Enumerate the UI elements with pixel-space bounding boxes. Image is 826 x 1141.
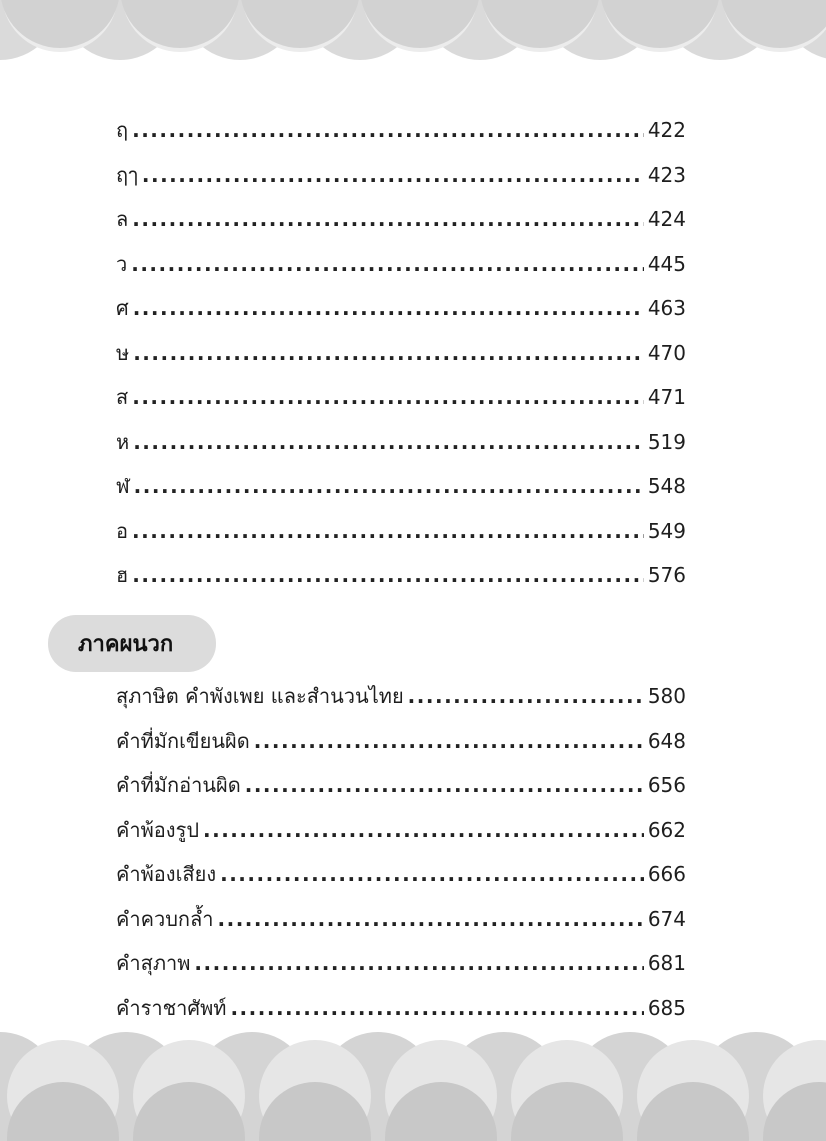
bottom-scallop-shape (0, 1026, 826, 1141)
toc-entry-page: 662 (647, 817, 686, 842)
top-scallop-shape (0, 0, 826, 92)
dot-leader (132, 205, 644, 233)
toc-entry[interactable] (116, 682, 686, 727)
toc-entry-page: 445 (647, 251, 686, 276)
consonant-toc-list (116, 116, 686, 606)
toc-entry[interactable] (116, 860, 686, 905)
toc-entry[interactable] (116, 517, 686, 562)
toc-entry-label: อ (116, 518, 129, 543)
toc-entry-page: 656 (647, 773, 686, 797)
toc-entry-label: คำควบกล้ำ (116, 906, 214, 931)
dot-leader (134, 472, 644, 500)
dot-leader (133, 339, 644, 367)
toc-entry[interactable] (116, 339, 686, 384)
toc-entry-page: 423 (647, 162, 686, 187)
dot-leader (132, 517, 644, 545)
toc-entry-label: ส (116, 385, 129, 409)
toc-entry[interactable] (116, 294, 686, 339)
dot-leader (220, 860, 644, 888)
appendix-section-heading (48, 615, 216, 672)
toc-entry-page: 580 (647, 684, 686, 708)
toc-entry-label: ศ (116, 296, 129, 320)
toc-entry[interactable] (116, 816, 686, 861)
dot-leader (245, 771, 644, 799)
toc-entry-page: 519 (647, 429, 686, 454)
dot-leader (254, 727, 644, 755)
toc-entry[interactable] (116, 727, 686, 772)
toc-entry[interactable] (116, 116, 686, 161)
toc-entry-page: 548 (647, 474, 686, 498)
dot-leader (218, 905, 644, 933)
toc-entry-page: 666 (647, 862, 686, 886)
toc-entry-page: 681 (647, 951, 686, 975)
dot-leader (133, 428, 644, 456)
toc-entry-label: ล (116, 207, 129, 231)
toc-entry[interactable] (116, 949, 686, 994)
appendix-toc-list (116, 682, 686, 1038)
dot-leader (132, 116, 644, 144)
toc-entry-page: 674 (647, 906, 686, 931)
bottom-scallop-border (0, 1026, 826, 1141)
toc-entry-page: 463 (647, 296, 686, 320)
toc-entry-page: 471 (647, 385, 686, 409)
dot-leader (142, 161, 644, 189)
toc-entry[interactable] (116, 161, 686, 206)
toc-entry-label: คำราชาศัพท์ (116, 995, 227, 1020)
toc-entry-label: คำสุภาพ (116, 951, 191, 975)
toc-entry-page: 549 (647, 518, 686, 543)
toc-entry[interactable] (116, 472, 686, 517)
toc-entry[interactable] (116, 250, 686, 295)
toc-entry-page: 424 (647, 207, 686, 231)
toc-entry-page: 648 (647, 728, 686, 753)
dot-leader (408, 682, 644, 710)
toc-entry-page: 576 (647, 563, 686, 587)
toc-entry[interactable] (116, 905, 686, 950)
toc-entry-page: 685 (647, 995, 686, 1020)
appendix-section-title: ภาคผนวก (78, 632, 174, 657)
toc-entry[interactable] (116, 428, 686, 473)
dot-leader (133, 294, 644, 322)
toc-entry-label: ฮ (116, 563, 129, 587)
toc-entry-label: ษ (116, 340, 130, 365)
toc-entry-label: ฤๅ (116, 162, 138, 187)
toc-entry[interactable] (116, 561, 686, 606)
toc-entry-label: คำพ้องรูป (116, 817, 200, 842)
dot-leader (230, 994, 643, 1022)
dot-leader (132, 561, 644, 589)
toc-entry-page: 422 (647, 118, 686, 142)
toc-entry-label: ห (116, 429, 130, 454)
toc-entry-label: ว (116, 251, 128, 276)
toc-entry-label: ฤ (116, 118, 129, 142)
dot-leader (194, 949, 643, 977)
toc-entry-label: ฬ (116, 474, 130, 498)
toc-entry[interactable] (116, 383, 686, 428)
toc-entry-label: คำที่มักอ่านผิด (116, 773, 241, 797)
toc-entry-label: สุภาษิต คำพังเพย และสำนวนไทย (116, 684, 404, 708)
toc-entry[interactable] (116, 771, 686, 816)
dot-leader (132, 383, 644, 411)
toc-entry-label: คำที่มักเขียนผิด (116, 728, 250, 753)
toc-entry-label: คำพ้องเสียง (116, 862, 217, 886)
dot-leader (203, 816, 644, 844)
top-scallop-border (0, 0, 826, 92)
toc-entry-page: 470 (647, 340, 686, 365)
toc-entry[interactable] (116, 205, 686, 250)
dot-leader (131, 250, 644, 278)
